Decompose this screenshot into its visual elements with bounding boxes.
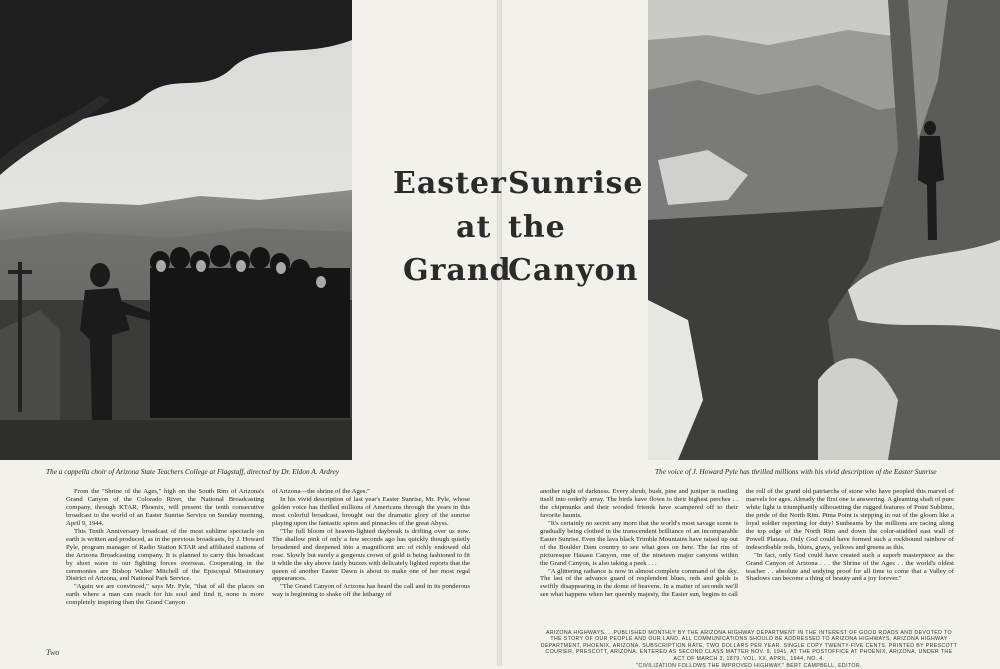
title-canyon: Canyon <box>508 253 639 288</box>
page-gutter <box>497 0 502 666</box>
body-column-3 <box>540 488 738 599</box>
colophon-statement: ARIZONA HIGHWAYS.....PUBLISHED MONTHLY BY THE ARIZONA HIGHWAY DEPARTMENT IN THE INTEREST OF GOOD ROADS AND DEVOTED TO THE STORY OF OUR PEOPLE AND OUR LAND. ALL COMMUNICATIONS SHOULD BE ADDRESSED TO ARIZONA HIGHWAYS, ARIZONA HIGHWAY DEPARTMENT, PHOENIX, ARIZONA. SUBSCRIPTION RATE, TWO DOLLARS PER YEAR. SINGLE COPY TWENTY-FIVE CENTS. PRINTED BY PRESCOTT COURIER, PRESCOTT, ARIZONA. ENTERED AS SECOND CLASS MATTER NOV. 9, 1941, AT THE POSTOFFICE AT PHOENIX, ARIZONA, UNDER THE ACT OF MARCH 3, 1879. VOL. XX, APRIL, 1944, NO. 4. <box>540 630 958 662</box>
paragraph: "The Grand Canyon of Arizona has heard the call and in its ponderous way is beginning to shake off the lethargy of <box>272 583 470 599</box>
paragraph: "A glittering radiance is now in almost complete command of the sky. The last of the advance guard of resplendent blues, reds and golds is swiftly disappearing in the dome of heavens. In a matter of seconds we'll see what happens when her queenly majesty, the Easter sun, begins to call <box>540 567 738 599</box>
paragraph: another night of darkness. Every shrub, bush, pine and juniper is rustling itself into orderly array. The birds have flown to their highest perches . . the chipmunks and their wooded friends have scampered off to their favorite haunts. <box>540 488 738 519</box>
choir-photo <box>0 0 352 460</box>
body-column-2 <box>272 488 470 599</box>
right-photo-caption: The voice of J. Howard Pyle has thrilled millions with his vivid description of the Easter Sunrise <box>655 467 937 476</box>
paragraph: of Arizona—the shrine of the Ages." <box>272 488 370 495</box>
body-column-1 <box>66 488 264 607</box>
title-the: the <box>508 210 566 245</box>
colophon <box>540 630 958 669</box>
title-easter: Easter <box>393 166 507 201</box>
paragraph: This Tenth Anniversary broadcast of the most sublime spectacle on earth is written and produced, as in the previous broadcasts, by J. Howard Pyle, program manager of Radio Station KTAR and affiliated stations of the Arizona Broadcasting company. It is planned to carry this broadcast by short wave to our fighting forces overseas. Cooperating in the ceremonies are Bishop Walter Mitchell of the Episcopal Missionary District of Arizona, and National Park Service. <box>66 527 264 583</box>
page-number: Two <box>46 648 60 657</box>
paragraph: "The full bloom of heaven-lighted daybreak is drifting over us now. The shallow pink of only a few seconds ago has quickly though quietly broadened and deepened into a magnificent arc of richly endowed old rose. Slowly but surely a gorgeous crown of gold is being fashioned to fit it while the sky above fairly buzzes with delicately lighted reports that the queen of another Easter Dawn is about to make one of her most regal appearances. <box>272 527 470 583</box>
paragraph: "It's certainly no secret any more that the world's most savage scene is gradually being clothed in the transcendent brilliance of an incomparable Easter Sunrise. Even the lava black Trimble Mountains have raised up out of the Boulder Dam country to see what goes on here. The far rim of picturesque Hasasu Canyon, one of the nineteen major canyons within the Grand Canyon, is also taking a peek . . . <box>540 519 738 567</box>
paragraph: In his vivid description of last year's Easter Sunrise, Mr. Pyle, whose golden voice has thrilled millions of Americans through the years in this most colorful broadcast, brought out the dramatic glory of the sunrise playing upon the fantastic spires and pinnacles of the great Abyss. <box>272 495 470 527</box>
title-grand: Grand <box>403 253 512 288</box>
body-column-4 <box>746 488 954 583</box>
paragraph: "Again we are convinced," says Mr. Pyle, "that of all the places on earth where a man can reach for his soul and find it, none is more completely inspiring than the Grand Canyon <box>66 583 264 607</box>
paragraph: From the "Shrine of the Ages," high on the South Rim of Arizona's Grand Canyon of the Colorado River, the National Broadcasting company, through KTAR, Phoenix, will present the tenth consecutive broadcast to the world of an Easter Sunrise Service on Sunday morning, April 9, 1944. <box>66 488 264 527</box>
colophon-motto: "CIVILIZATION FOLLOWS THE IMPROVED HIGHWAY." BERT CAMPBELL, EDITOR. <box>636 663 862 669</box>
paragraph: "In fact, only God could have created such a superb masterpiece as the Grand Canyon of Arizona . . . the Shrine of the Ages . . the world's oldest teacher . . absolute and undying proof for all time to come that a Valley of Shadows can become a thing of beauty and a joy forever." <box>746 551 954 583</box>
title-sunrise: Sunrise <box>508 166 644 201</box>
title-at: at <box>456 210 492 245</box>
canyon-photo <box>648 0 1000 460</box>
left-photo-caption: The a cappella choir of Arizona State Teachers College at Flagstaff, directed by Dr. Eldon A. Ardrey <box>46 467 339 476</box>
paragraph: the roll of the grand old patriarchs of stone who have peopled this marvel of marvels for ages. Already the first one is answering. A gleaming shaft of pure white light is triumphantly silhouetting the rugged features of Point Sublime, the pride of the North Rim. Pima Point is stepping in out of the gloom like a loyal soldier reporting for duty! Sunbeams by the millions are racing along the top edge of the North Rim and down the color-studded east wall of Powell Plateau. Only God could have formed such a rockbound rainbow of indescribable reds, blues, grays, yellows and greens as this. <box>746 488 954 551</box>
